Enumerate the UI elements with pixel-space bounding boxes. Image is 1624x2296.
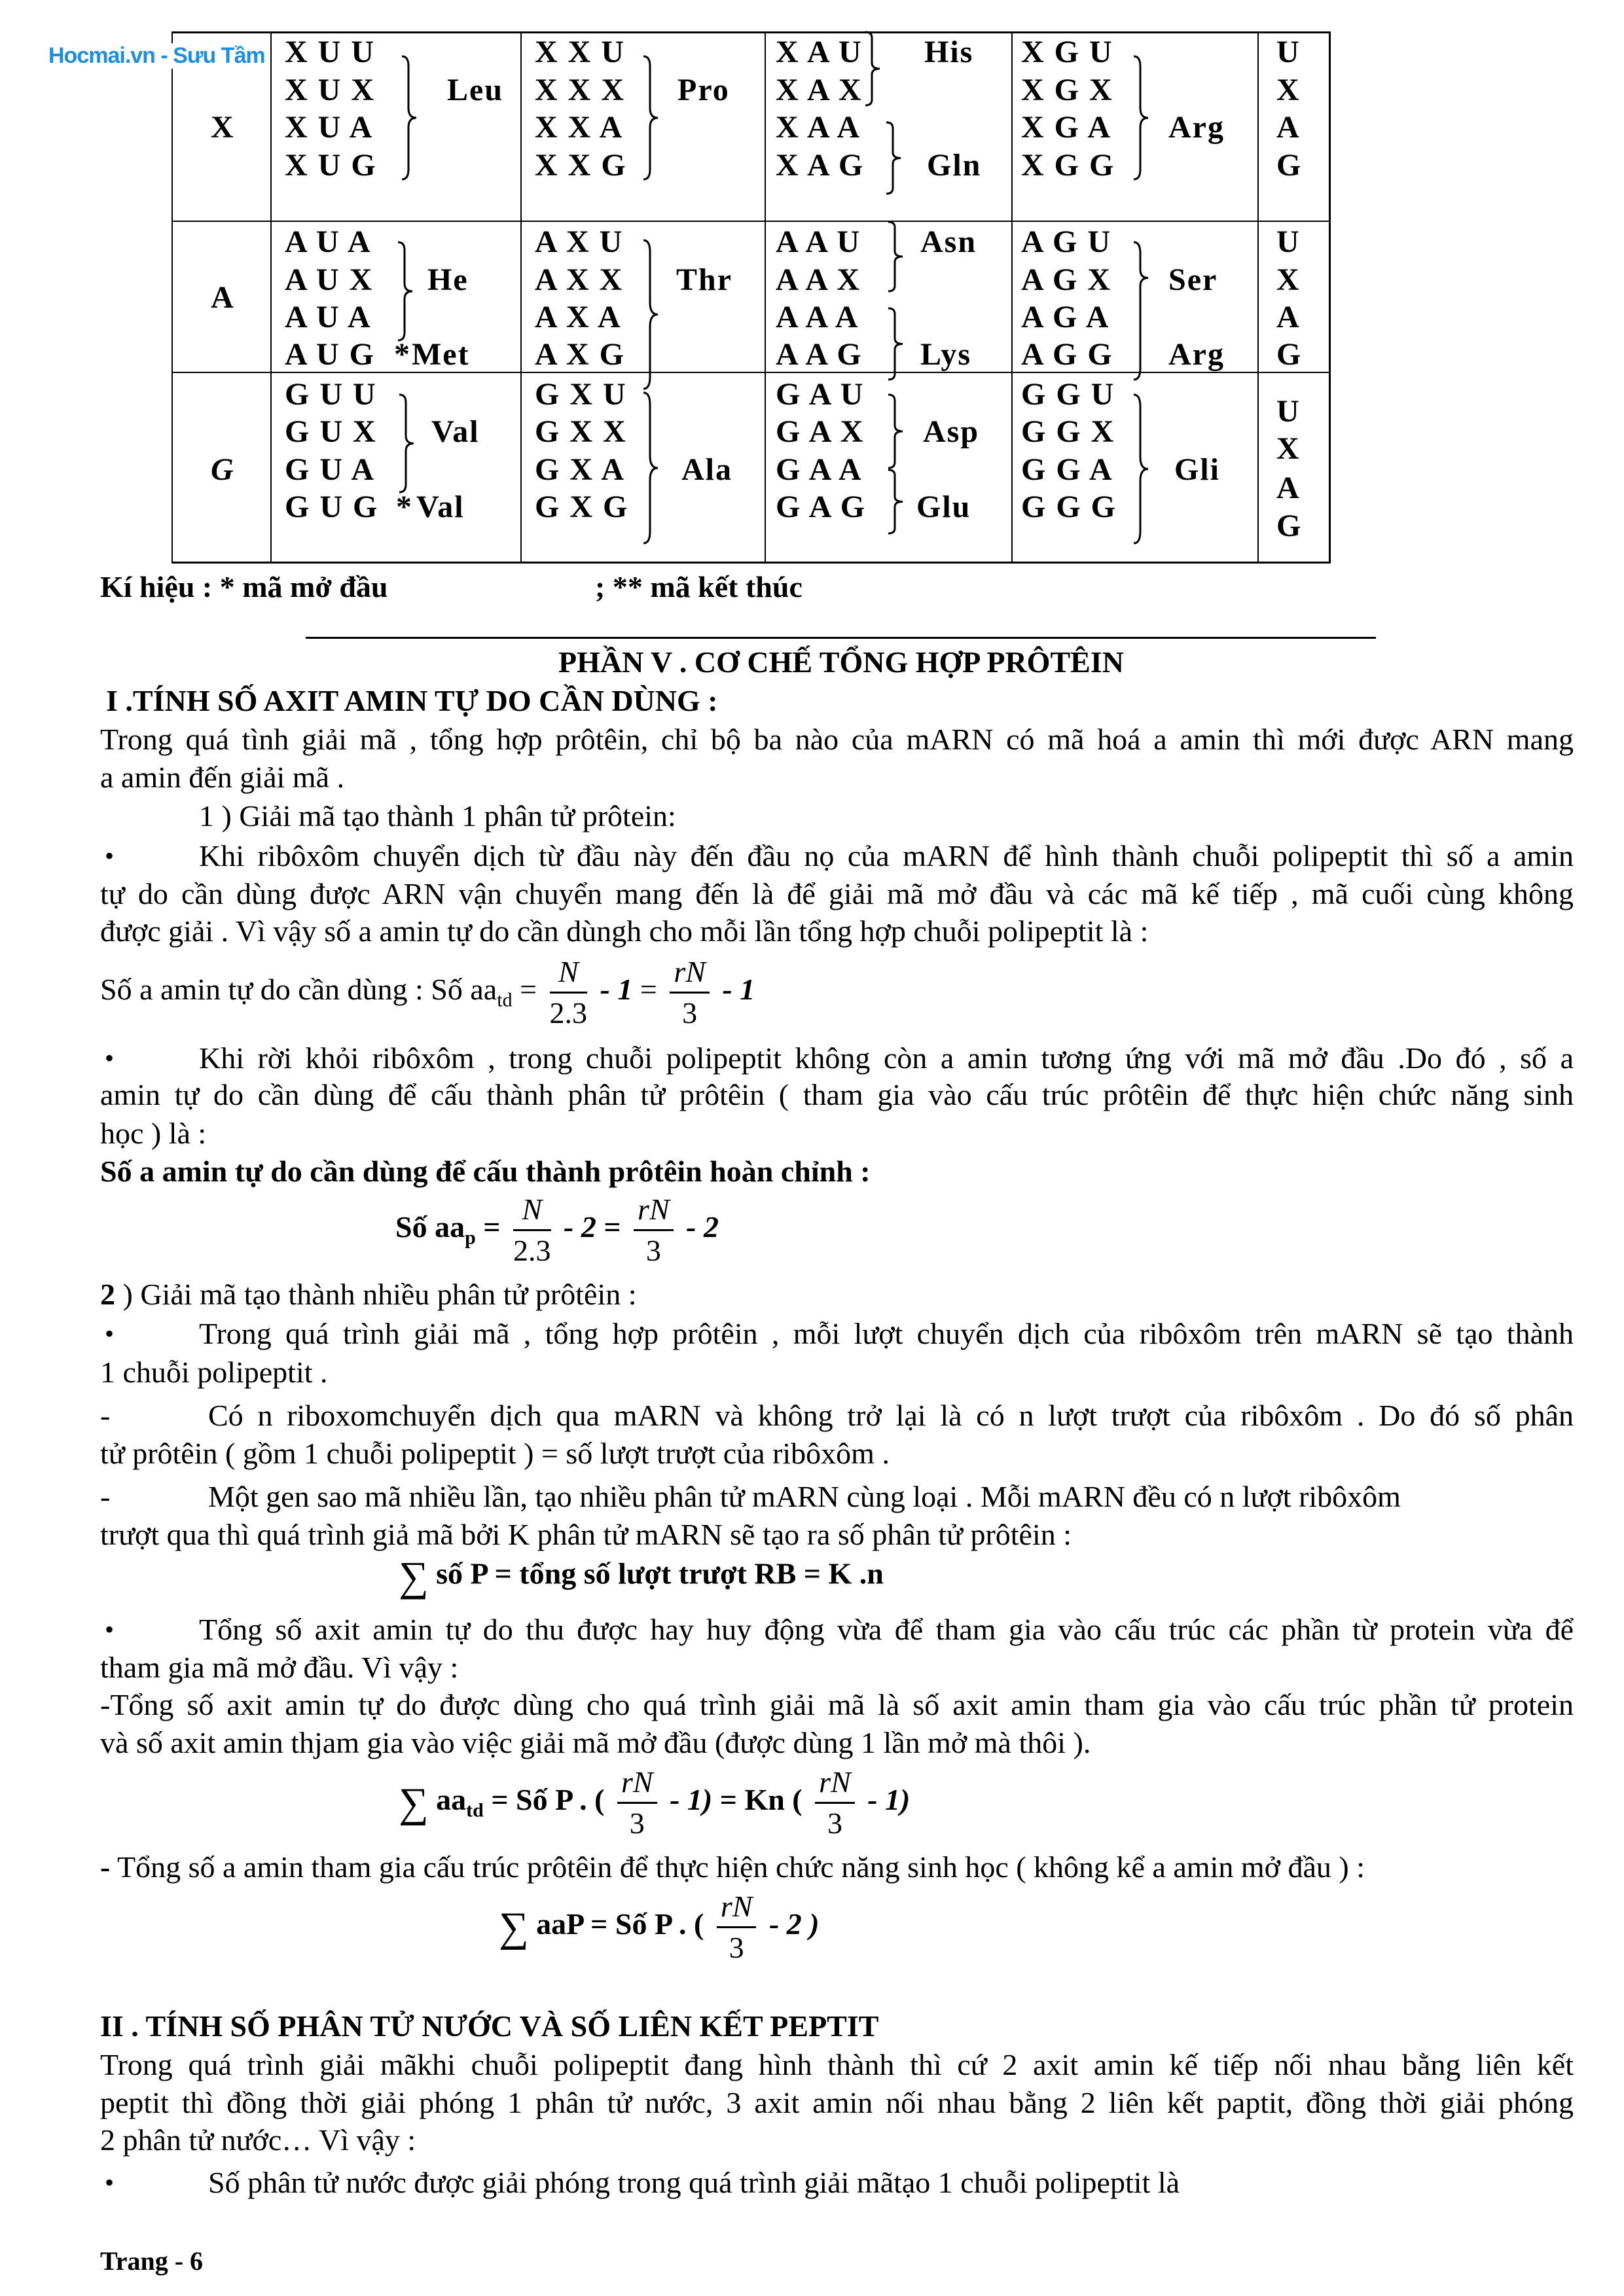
fraction — [550, 952, 588, 1033]
formula-label: aa — [436, 1783, 467, 1817]
codon: X A X — [776, 73, 863, 107]
paragraph-line: Trong quá trình giải mãkhi chuỗi polipeptit đang hình thành thì cứ 2 axit amin kế tiếp nối nhau bằng liên kết — [100, 2048, 1574, 2081]
third-base: A — [1276, 471, 1301, 505]
amino-acid-label: Ser — [1168, 262, 1218, 297]
formula-term: = Kn ( — [712, 1783, 803, 1817]
formula-term: - 1) — [670, 1783, 713, 1817]
codon: A X X — [535, 262, 624, 297]
codon: X G A — [1021, 110, 1112, 145]
third-base: G — [1276, 509, 1303, 543]
numerator: N — [513, 1190, 551, 1231]
amino-acid-label: He — [427, 262, 469, 297]
amino-acid-label: His — [924, 35, 974, 69]
bullet-icon: • — [105, 2168, 115, 2197]
paragraph-line: được giải . Vì vậy số a amin tự do cần dùngh cho mỗi lần tổng hợp chuỗi polipeptit là : — [100, 914, 1149, 948]
table-border — [1011, 31, 1013, 564]
paragraph-line: -Tổng số axit amin tự do được dùng cho quá trình giải mã là số axit amin tham gia vào cấu trúc phần tử protein — [100, 1688, 1574, 1721]
codon: A A U — [776, 224, 861, 259]
table-border — [171, 562, 1330, 564]
codon: X U X — [285, 73, 375, 107]
brace-icon — [398, 395, 415, 492]
paragraph-line: Một gen sao mã nhiều lần, tạo nhiều phân tử mARN cùng loại . Mỗi mARN đều có n lượt ribôxôm — [208, 1480, 1401, 1513]
formula-label: Số a amin tự do cần dùng : Số aa — [100, 973, 497, 1007]
paragraph-line: 2 phân tử nước… Vì vậy : — [100, 2123, 416, 2157]
codon: X A U — [776, 35, 863, 69]
amino-acid-label: Ala — [681, 452, 732, 487]
denominator: 3 — [629, 1806, 645, 1840]
paragraph-line: Số phân tử nước được giải phóng trong quá trình giải mãtạo 1 chuỗi polipeptit là — [208, 2166, 1180, 2199]
formula-free-amino-acids — [100, 952, 755, 1033]
codon: X X G — [535, 148, 627, 183]
numerator: rN — [634, 1190, 674, 1231]
codon: X G X — [1021, 73, 1113, 107]
codon: X G G — [1021, 148, 1115, 183]
paragraph-line: tự do cần dùng được ARN vận chuyển mang đến là để giải mã mở đầu và các mã kế tiếp , mã cuối cùng không — [100, 877, 1574, 910]
codon: X G U — [1021, 35, 1113, 69]
codon: A A A — [776, 300, 859, 334]
amino-acid-label: Arg — [1168, 110, 1225, 145]
codon: G A U — [776, 377, 865, 412]
codon: G U A — [285, 452, 376, 487]
codon: G X X — [535, 414, 627, 449]
amino-acid-label: Val — [416, 490, 465, 524]
subheading: 1 ) Giải mã tạo thành 1 phân tử prôtein: — [199, 799, 676, 833]
denominator: 3 — [827, 1806, 842, 1840]
codon: G U U — [285, 377, 377, 412]
amino-acid-label: Gln — [927, 148, 982, 183]
paragraph-line: a amin đến giải mã . — [100, 761, 344, 794]
brace-icon — [887, 308, 904, 380]
codon: X A G — [776, 148, 865, 183]
third-base: X — [1276, 73, 1301, 107]
denominator: 2.3 — [513, 1234, 551, 1267]
first-base: A — [211, 280, 235, 315]
numerator: rN — [815, 1763, 855, 1804]
codon: G X G — [535, 490, 629, 524]
amino-acid-label: Thr — [676, 262, 733, 297]
codon: G A A — [776, 452, 863, 487]
brace-icon — [1132, 56, 1149, 179]
subheading-number: 2 — [100, 1278, 115, 1311]
bullet-icon: • — [105, 841, 115, 870]
codon: G U G — [285, 490, 379, 524]
equals: = — [640, 973, 657, 1007]
heading-1: I .TÍNH SỐ AXIT AMIN TỰ DO CẦN DÙNG : — [106, 684, 718, 717]
formula-term: = Số P . ( — [483, 1783, 605, 1817]
paragraph-line — [100, 1849, 1574, 1886]
third-base: G — [1276, 337, 1303, 372]
denominator: 3 — [729, 1931, 744, 1964]
brace-icon — [887, 470, 904, 533]
table-border — [1257, 31, 1259, 564]
bold-statement: Số a amin tự do cần dùng để cấu thành prôtêin hoàn chỉnh : — [100, 1155, 871, 1188]
formula-term: - 2 — [686, 1210, 719, 1244]
codon: A U X — [285, 262, 374, 297]
numerator: rN — [670, 952, 710, 994]
codon: X X U — [535, 35, 625, 69]
formula-text: số P = tổng số lượt trượt RB = K .n — [436, 1556, 884, 1590]
bullet-icon: • — [105, 1319, 115, 1348]
fraction — [717, 1887, 757, 1967]
codon: A X G — [535, 337, 626, 372]
amino-acid-label: Asp — [923, 414, 980, 449]
codon: A G A — [1021, 300, 1110, 334]
equals: = — [520, 973, 537, 1007]
codon: X X X — [535, 73, 625, 107]
paragraph-line: học ) là : — [100, 1117, 207, 1150]
formula-complete-protein — [395, 1190, 719, 1270]
page-footer: Trang - 6 — [100, 2246, 204, 2276]
codon: X A A — [776, 110, 861, 145]
fraction — [513, 1190, 551, 1270]
paragraph-line: và số axit amin thjam gia vào việc giải mã mở đầu (được dùng 1 lần mở mà thôi ). — [100, 1726, 1091, 1759]
codon: X X A — [535, 110, 624, 145]
codon: G G G — [1021, 490, 1117, 524]
denominator: 2.3 — [549, 996, 588, 1030]
codon: A G U — [1021, 224, 1112, 259]
dash-marker: - — [100, 1399, 111, 1432]
amino-acid-label: Pro — [677, 73, 730, 107]
codon: G G X — [1021, 414, 1115, 449]
sigma-icon: ∑ — [399, 1779, 429, 1826]
sigma-icon: ∑ — [399, 1553, 429, 1600]
codon: X U A — [285, 110, 374, 145]
fraction — [815, 1763, 855, 1843]
amino-acid-label: Met — [412, 337, 470, 372]
brace-icon — [642, 393, 659, 543]
formula-sum-proteins — [399, 1552, 884, 1601]
bullet-icon: • — [105, 1043, 115, 1073]
codon: G X U — [535, 377, 627, 412]
legend-start: Kí hiệu : * mã mở đầu — [100, 570, 388, 603]
codon: A U A — [285, 224, 372, 259]
paragraph-line: trượt qua thì quá trình giả mã bởi K phân tử mARN sẽ tạo ra số phân tử prôtêin : — [100, 1518, 1072, 1551]
denominator: 3 — [682, 996, 698, 1030]
table-border — [171, 31, 173, 564]
codon: G A X — [776, 414, 865, 449]
equals: = — [604, 1210, 621, 1244]
formula-label: aaP = Số P . ( — [536, 1907, 704, 1941]
amino-acid-label: Leu — [447, 73, 504, 107]
amino-acid-label: Lys — [920, 337, 972, 372]
codon: G A G — [776, 490, 867, 524]
first-base: G — [211, 452, 235, 487]
codon: A A G — [776, 337, 863, 372]
legend-stop: ; ** mã kết thúc — [595, 570, 803, 603]
first-base: X — [211, 110, 235, 145]
brace-icon — [887, 222, 904, 291]
fraction — [617, 1763, 657, 1843]
amino-acid-label: Arg — [1168, 337, 1225, 372]
third-base: U — [1276, 394, 1301, 429]
equals: = — [483, 1210, 501, 1244]
codon: X U G — [285, 148, 377, 183]
third-base: X — [1276, 262, 1301, 297]
sigma-icon: ∑ — [499, 1903, 529, 1950]
dash-marker: - — [100, 1480, 111, 1513]
brace-icon — [642, 240, 659, 389]
brace-icon — [1132, 395, 1149, 543]
codon: A G X — [1021, 262, 1112, 297]
brace-icon — [887, 395, 904, 468]
formula-term: - 1 — [722, 973, 755, 1007]
table-border — [1329, 31, 1331, 564]
numerator: rN — [717, 1887, 757, 1928]
paragraph-line: Khi ribôxôm chuyển dịch từ đầu này đến đầu nọ của mARN để hình thành chuỗi polipeptit thì số a amin — [199, 839, 1574, 872]
formula-term: - 1 — [600, 973, 633, 1007]
paragraph-text: Tổng số a amin tham gia cấu trúc prôtêin để thực hiện chức năng sinh học ( không kể a amin mở đầu ) : — [110, 1850, 1365, 1884]
brace-icon — [864, 32, 881, 105]
brace-icon — [1132, 242, 1149, 380]
brace-icon — [401, 56, 418, 179]
codon: A A X — [776, 262, 861, 297]
dash-marker: - — [100, 1850, 111, 1884]
table-border — [520, 31, 522, 564]
codon: A X U — [535, 224, 624, 259]
paragraph-line: 1 chuỗi polipeptit . — [100, 1355, 328, 1389]
brace-icon — [642, 56, 659, 179]
brace-icon — [397, 242, 414, 340]
formula-term: - 2 ) — [768, 1907, 820, 1941]
amino-acid-label: Glu — [916, 490, 971, 524]
amino-acid-label: Val — [431, 414, 480, 449]
start-codon-star: * — [396, 490, 413, 524]
paragraph-line: Khi rời khỏi ribôxôm , trong chuỗi polipeptit không còn a amin tương ứng với mã mở đầu .Do đó , số a — [199, 1041, 1574, 1075]
paragraph-line: Trong quá trình giải mã , tổng hợp prôtêin , mỗi lượt chuyển dịch của ribôxôm trên mARN sẽ tạo thành — [199, 1317, 1574, 1350]
watermark-logo: Hocmai.vn - Sưu Tầm — [48, 43, 265, 68]
subheading-text: ) Giải mã tạo thành nhiều phân tử prôtêin : — [115, 1278, 637, 1311]
third-base: A — [1276, 110, 1301, 145]
section-title: PHẦN V . CƠ CHẾ TỔNG HỢP PRÔTÊIN — [558, 645, 1124, 679]
third-base: X — [1276, 431, 1301, 466]
paragraph-line: tham gia mã mở đầu. Vì vậy : — [100, 1651, 459, 1684]
bullet-icon: • — [105, 1615, 115, 1644]
codon: X U U — [285, 35, 375, 69]
heading-2: II . TÍNH SỐ PHÂN TỬ NƯỚC VÀ SỐ LIÊN KẾT PEPTIT — [100, 2009, 879, 2043]
codon: G X A — [535, 452, 626, 487]
codon: A X A — [535, 300, 622, 334]
fraction — [634, 1190, 674, 1270]
paragraph-line: amin tự do cần dùng để cấu thành phân tử prôtêin ( tham gia vào cấu trúc prôtêin để thực hiện chức năng sinh — [100, 1078, 1574, 1111]
subheading — [100, 1276, 1574, 1313]
table-border — [270, 31, 272, 564]
codon: A G G — [1021, 337, 1113, 372]
numerator: N — [550, 952, 588, 994]
brace-icon — [885, 122, 902, 194]
codon: G U X — [285, 414, 377, 449]
amino-acid-label: Gli — [1174, 452, 1221, 487]
divider — [306, 637, 1376, 639]
paragraph-line: peptit thì đồng thời giải phóng 1 phân tử nước, 3 axit amin nối nhau bằng 2 liên kết paptit, đồng thời giải phóng — [100, 2086, 1574, 2119]
formula-subscript: p — [465, 1227, 476, 1249]
denominator: 3 — [645, 1234, 661, 1267]
paragraph-line: tử prôtêin ( gồm 1 chuỗi polipeptit ) = số lượt trượt của ribôxôm . — [100, 1437, 890, 1470]
third-base: G — [1276, 148, 1303, 183]
table-border — [765, 31, 766, 564]
formula-subscript: td — [497, 989, 513, 1011]
amino-acid-label: Asn — [920, 224, 977, 259]
table-border — [171, 31, 1330, 33]
paragraph-line: Có n riboxomchuyển dịch qua mARN và không trở lại là có n lượt trượt của ribôxôm . Do đó số phân — [208, 1399, 1574, 1432]
formula-subscript: td — [466, 1799, 484, 1821]
codon: G G U — [1021, 377, 1115, 412]
codon: G G A — [1021, 452, 1113, 487]
third-base: U — [1276, 35, 1301, 69]
formula-sum-functional-amino-acids — [499, 1887, 820, 1967]
third-base: A — [1276, 300, 1301, 334]
paragraph-line: Tổng số axit amin tự do thu được hay huy động vừa để tham gia vào cấu trúc các phần từ protein vừa để — [199, 1613, 1574, 1646]
paragraph-line: Trong quá tình giải mã , tổng hợp prôtêin, chỉ bộ ba nào của mARN có mã hoá a amin thì mới được ARN mang — [100, 723, 1574, 756]
table-border — [171, 221, 1330, 222]
start-codon-star: * — [394, 337, 411, 372]
formula-term: - 1) — [867, 1783, 911, 1817]
numerator: rN — [617, 1763, 657, 1804]
codon: A U G — [285, 337, 376, 372]
formula-sum-free-amino-acids — [399, 1763, 910, 1843]
formula-label: Số aa — [395, 1210, 465, 1244]
codon: A U A — [285, 300, 372, 334]
third-base: U — [1276, 224, 1301, 259]
formula-term: - 2 — [564, 1210, 596, 1244]
fraction — [670, 952, 710, 1033]
